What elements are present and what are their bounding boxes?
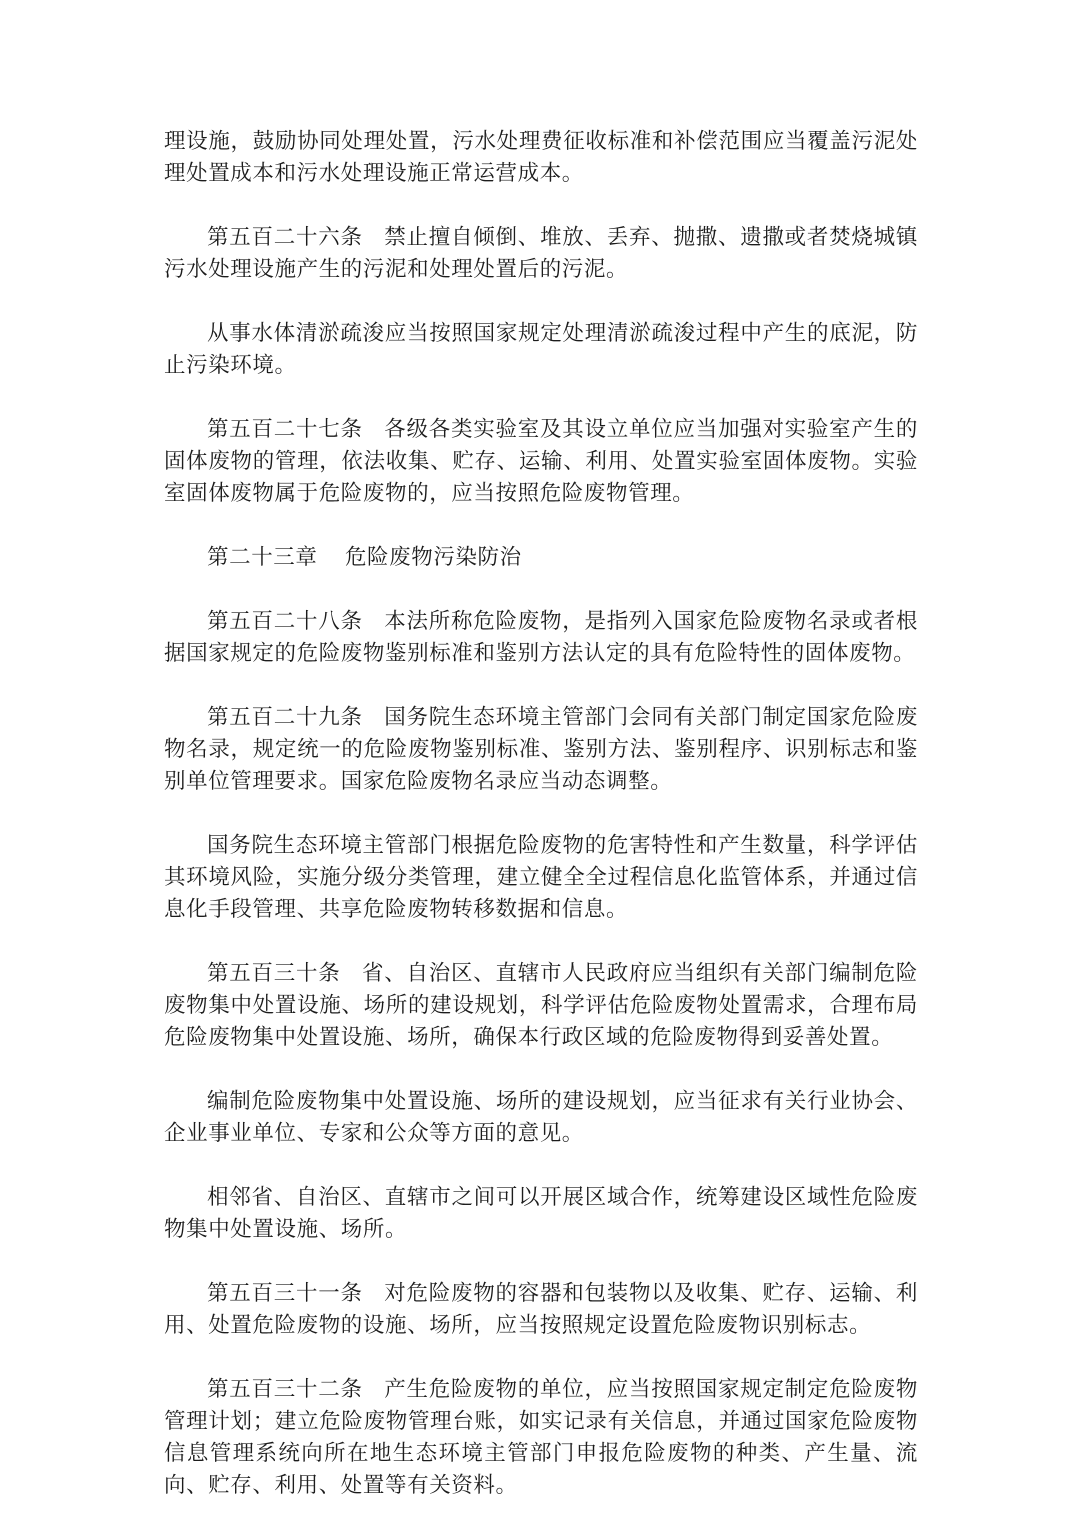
document-body (164, 126, 918, 1534)
paragraph-text: 对危险废物的容器和包装物以及收集、贮存、运输、利用、处置危险废物的设施、场所，应当按照规定设置危险废物识别标志。 (164, 1281, 919, 1338)
article-528 (164, 606, 918, 670)
paragraph-text: 本法所称危险废物，是指列入国家危险废物名录或者根据国家规定的危险废物鉴别标准和鉴别方法认定的具有危险特性的固体废物。 (164, 609, 919, 666)
paragraph (164, 126, 918, 190)
article-530 (164, 958, 918, 1054)
article-number: 第五百三十二条 (207, 1377, 363, 1402)
paragraph-text: 各级各类实验室及其设立单位应当加强对实验室产生的固体废物的管理，依法收集、贮存、运输、利用、处置实验室固体废物。实验室固体废物属于危险废物的，应当按照危险废物管理。 (164, 417, 919, 506)
article-number: 第五百三十一条 (207, 1281, 363, 1306)
article-527 (164, 414, 918, 510)
paragraph-text: 编制危险废物集中处置设施、场所的建设规划，应当征求有关行业协会、企业事业单位、专家和公众等方面的意见。 (164, 1089, 918, 1146)
article-531 (164, 1278, 918, 1342)
paragraph-text: 从事水体清淤疏浚应当按照国家规定处理清淤疏浚过程中产生的底泥，防止污染环境。 (164, 321, 918, 378)
paragraph-text: 国务院生态环境主管部门会同有关部门制定国家危险废物名录，规定统一的危险废物鉴别标准、鉴别方法、鉴别程序、识别标志和鉴别单位管理要求。国家危险废物名录应当动态调整。 (164, 705, 919, 794)
paragraph-text: 理设施，鼓励协同处理处置，污水处理费征收标准和补偿范围应当覆盖污泥处理处置成本和污水处理设施正常运营成本。 (164, 129, 918, 186)
article-532 (164, 1374, 918, 1502)
chapter-heading (164, 542, 918, 574)
article-number: 第五百二十九条 (207, 705, 363, 730)
paragraph-text: 产生危险废物的单位，应当按照国家规定制定危险废物管理计划；建立危险废物管理台账，如实记录有关信息，并通过国家危险废物信息管理系统向所在地生态环境主管部门申报危险废物的种类、产生量、流向、贮存、利用、处置等有关资料。 (164, 1377, 919, 1498)
chapter-number: 第二十三章 (207, 545, 318, 570)
paragraph-text: 省、自治区、直辖市人民政府应当组织有关部门编制危险废物集中处置设施、场所的建设规划，科学评估危险废物处置需求，合理布局危险废物集中处置设施、场所，确保本行政区域的危险废物得到妥善处置。 (164, 961, 918, 1050)
paragraph (164, 318, 918, 382)
paragraph-text: 相邻省、自治区、直辖市之间可以开展区域合作，统筹建设区域性危险废物集中处置设施、场所。 (164, 1185, 918, 1242)
paragraph (164, 830, 918, 926)
paragraph-text: 国务院生态环境主管部门根据危险废物的危害特性和产生数量，科学评估其环境风险，实施分级分类管理，建立健全全过程信息化监管体系，并通过信息化手段管理、共享危险废物转移数据和信息。 (164, 833, 918, 922)
article-number: 第五百二十七条 (207, 417, 363, 442)
paragraph (164, 1182, 918, 1246)
chapter-title: 危险废物污染防治 (344, 545, 522, 570)
article-number: 第五百二十八条 (207, 609, 363, 634)
article-526 (164, 222, 918, 286)
article-number: 第五百二十六条 (207, 225, 363, 250)
paragraph (164, 1086, 918, 1150)
article-number: 第五百三十条 (207, 961, 341, 986)
paragraph-text: 禁止擅自倾倒、堆放、丢弃、抛撒、遗撒或者焚烧城镇污水处理设施产生的污泥和处理处置后的污泥。 (164, 225, 919, 282)
article-529 (164, 702, 918, 798)
